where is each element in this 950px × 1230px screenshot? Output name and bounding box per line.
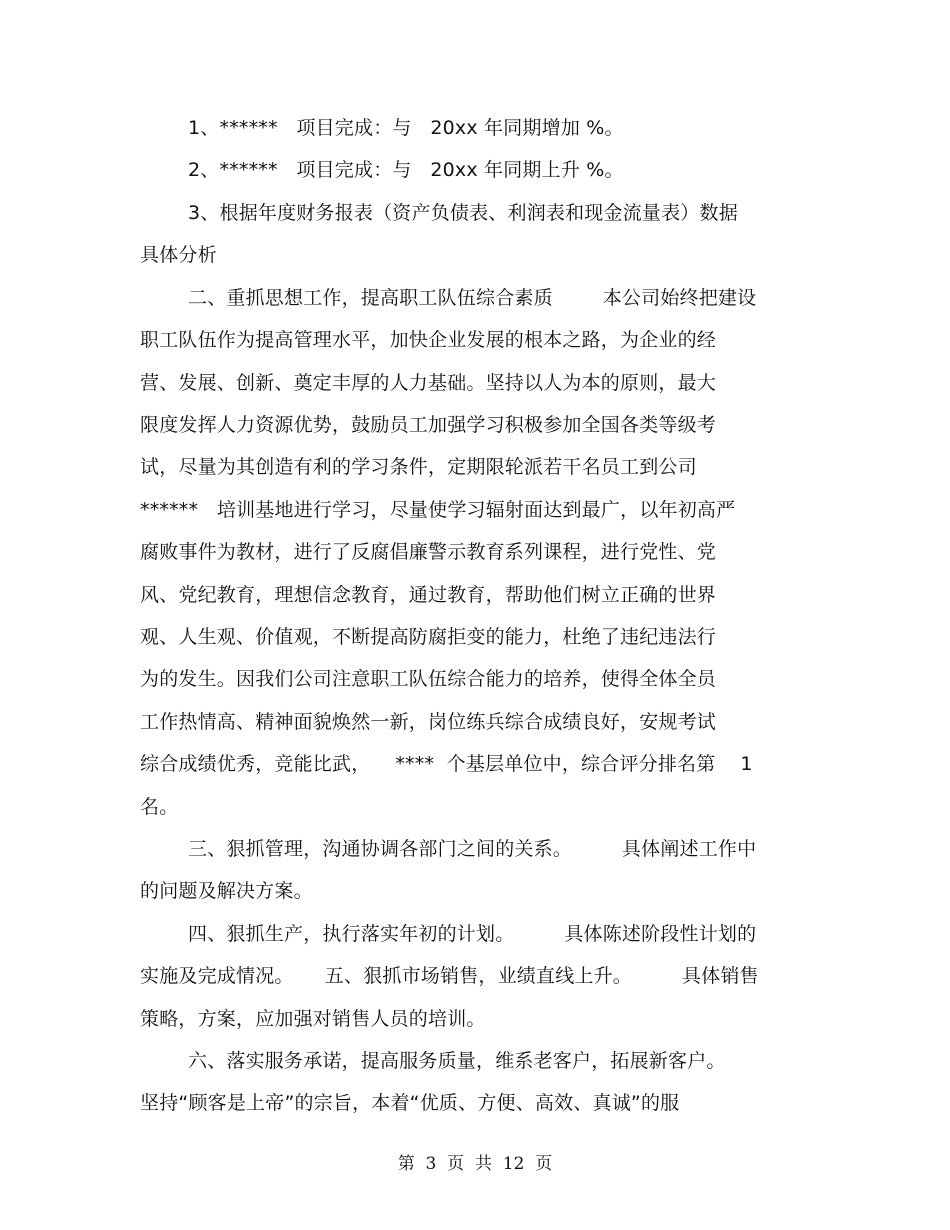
page-number-footer: 第 3 页 共 12 页	[397, 1154, 553, 1174]
paragraph-line: 具体分析	[140, 244, 217, 266]
list-item: 2、****** 项目完成：与 20xx 年同期上升 %。	[188, 159, 624, 181]
section-heading: 二、重抓思想工作，提高职工队伍综合素质 本公司始终把建设	[188, 287, 757, 309]
paragraph-line: 限度发挥人力资源优势，鼓励员工加强学习积极参加全国各类等级考	[140, 414, 717, 436]
paragraph-line: 工作热情高、精神面貌焕然一新，岗位练兵综合成绩良好，安规考试	[140, 711, 717, 733]
paragraph-line: 试，尽量为其创造有利的学习条件，定期限轮派若干名员工到公司	[140, 456, 697, 478]
paragraph-line: 名。	[140, 796, 179, 818]
list-item: 3、根据年度财务报表（资产负债表、利润表和现金流量表）数据	[188, 202, 738, 224]
paragraph-line: 的问题及解决方案。	[140, 880, 313, 902]
paragraph-line: ****** 培训基地进行学习，尽量使学习辐射面达到最广，以年初高严	[140, 499, 736, 521]
paragraph-line: 营、发展、创新、奠定丰厚的人力基础。坚持以人为本的原则，最大	[140, 372, 717, 394]
paragraph-line: 坚持“顾客是上帝”的宗旨，本着“优质、方便、高效、真诚”的服	[140, 1092, 680, 1114]
paragraph-line: 策略，方案，应加强对销售人员的培训。	[140, 1008, 486, 1030]
list-item: 1、****** 项目完成：与 20xx 年同期增加 %。	[188, 117, 624, 139]
paragraph-line: 职工队伍作为提高管理水平，加快企业发展的根本之路，为企业的经	[140, 329, 717, 351]
paragraph-line: 风、党纪教育，理想信念教育，通过教育，帮助他们树立正确的世界	[140, 584, 717, 606]
section-heading: 四、狠抓生产，执行落实年初的计划。 具体陈述阶段性计划的	[188, 923, 757, 945]
section-heading: 六、落实服务承诺，提高服务质量，维系老客户，拓展新客户。	[188, 1050, 726, 1072]
paragraph-line: 实施及完成情况。 五、狠抓市场销售，业绩直线上升。 具体销售	[140, 965, 759, 987]
paragraph-line: 腐败事件为教材，进行了反腐倡廉警示教育系列课程，进行党性、党	[140, 541, 717, 563]
paragraph-line: 观、人生观、价值观，不断提高防腐拒变的能力，杜绝了违纪违法行	[140, 626, 717, 648]
paragraph-line: 综合成绩优秀，竞能比武， **** 个基层单位中，综合评分排名第 1	[140, 753, 753, 775]
paragraph-line: 为的发生。因我们公司注意职工队伍综合能力的培养，使得全体全员	[140, 668, 717, 690]
section-heading: 三、狠抓管理，沟通协调各部门之间的关系。 具体阐述工作中	[188, 838, 757, 860]
